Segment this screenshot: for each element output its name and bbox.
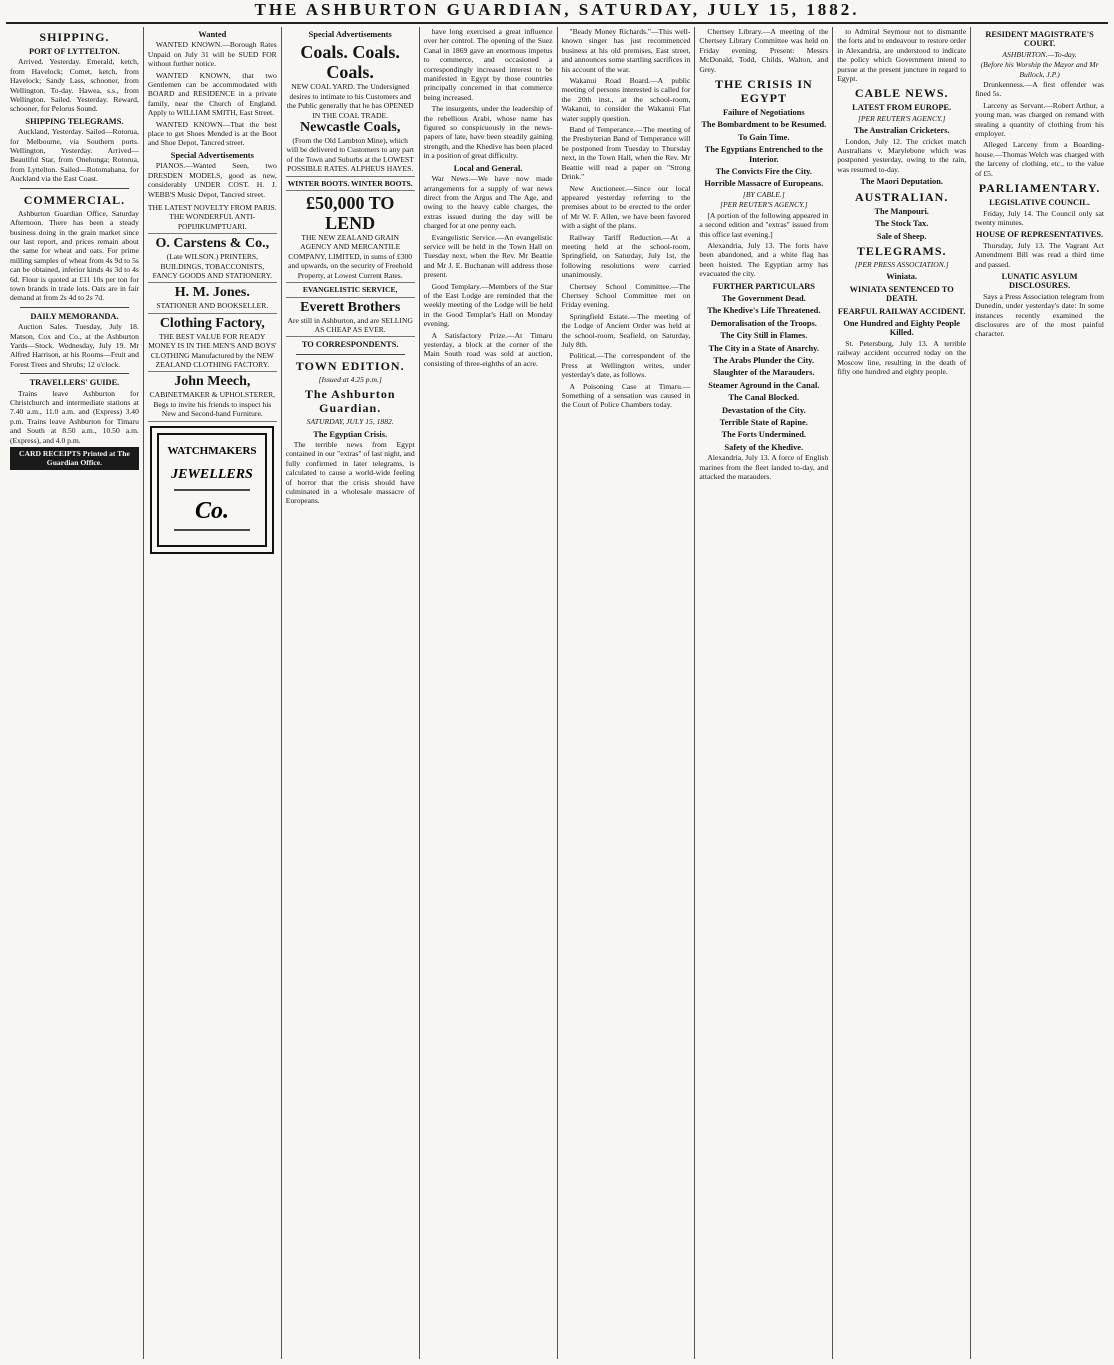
commercial-heading: COMMERCIAL. (23, 192, 126, 207)
column-1 (6, 27, 144, 1359)
columns (6, 27, 1108, 1359)
svg-text:Co.: Co. (195, 497, 230, 524)
crisis-subhead: To Gain Time. (738, 132, 790, 142)
house-heading: HOUSE OF REPRESENTATIVES. (976, 230, 1104, 240)
shipping-arrivals: Arrived. Yesterday. Emerald, ketch, from Havelock; Comet, ketch, from Havelock; Sandy Lass, schooner, from Wellington. To-day. Hawea, s.s., from Wellington. Sailed. Yesterday. Reward, schooner, for Pelorus Sound. (10, 57, 139, 114)
crisis-subhead: The Forts Undermined. (721, 430, 807, 440)
source-tag: [PER REUTER'S AGENCY.] (857, 113, 946, 123)
crisis-subhead: The City Still in Flames. (720, 331, 808, 341)
divider (20, 188, 129, 189)
court-case: Alleged Larceny from a Boarding-house.—Thomas Welch was charged with the larceny of clothing, etc., to the value of £5. (975, 140, 1104, 178)
meech-ad (148, 372, 277, 421)
news-item: A Satisfactory Prize.—At Timaru yesterday, a block at the corner of the Main South road was sold at auction, consisting of three-eighths of an acre. (423, 330, 553, 368)
asylum-heading: LUNATIC ASYLUM DISCLOSURES. (1001, 271, 1078, 291)
newcastle-title: Newcastle Coals, (300, 120, 401, 136)
clothing-text: THE BEST VALUE FOR READY MONEY IS IN THE MEN'S AND BOYS' CLOTHING Manufactured by the NEW ZEALAND CLOTHING FACTORY. (148, 331, 277, 369)
court-case: Drunkenness.—A first offender was fined 5s. (975, 80, 1104, 99)
news-item: to Admiral Seymour not to dismantle the forts and to endeavour to restore order in Alexandria, are understood to indicate the policy which Government intend to pursue at the present juncture in regard to Egypt. (837, 27, 967, 84)
crisis-subhead: The Government Dead. (721, 293, 806, 303)
manpouri-heading: The Manpouri. (874, 206, 929, 216)
crisis-subhead: Failure of Negotiations (722, 108, 805, 118)
divider (20, 307, 129, 308)
crisis-report: Alexandria, July 13. A force of English marines from the fleet landed to-day, and attacked the marauders. (699, 453, 829, 482)
news-item: Chertsey Library.—A meeting of the Chertsey Library Committee was held on Friday evening. Present: Messrs McDonald, Todd, Childs, Walton, and Grey. (699, 27, 829, 74)
news-item: "Beady Money Richards."—This well-known singer has just recommenced business at his old premises, East street, and announces some startling sacrifices in his account of the war. (561, 27, 691, 74)
crisis-subhead: Demoralisation of the Troops. (710, 318, 817, 328)
daily-memoranda-heading: DAILY MEMORANDA. (30, 311, 119, 321)
legislative-council-heading: LEGISLATIVE COUNCIL. (989, 198, 1090, 208)
source-tag: [PER PRESS ASSOCIATION.] (854, 259, 949, 269)
carstens-ad (148, 234, 277, 283)
parliamentary-heading: PARLIAMENTARY. (978, 181, 1101, 196)
evangelistic-ad (286, 283, 415, 297)
masthead: THE ASHBURTON GUARDIAN, SATURDAY, JULY 15, 1882. (254, 0, 860, 19)
cricket-heading: The Australian Cricketers. (853, 126, 950, 136)
svg-text:WATCHMAKERS: WATCHMAKERS (167, 444, 257, 457)
card-receipts-ad: CARD RECEIPTS Printed at The Guardian Office. (10, 447, 139, 470)
crisis-subhead: The Khedive's Life Threatened. (707, 306, 821, 316)
everett-ad (286, 298, 415, 338)
railway-accident-heading: FEARFUL RAILWAY ACCIDENT. (837, 306, 966, 316)
magistrates-court-heading: RESIDENT MAGISTRATE'S COURT. (985, 30, 1094, 49)
special-ads-heading: Special Advertisements (308, 30, 392, 39)
carstens-text: (Late WILSON.) PRINTERS, BUILDINGS, TOBACCONISTS, FANCY GOODS AND STATIONERY. (152, 252, 273, 280)
boots-title: WINTER BOOTS. WINTER BOOTS. (287, 178, 413, 188)
column-3 (282, 27, 420, 1359)
crisis-note: [A portion of the following appeared in a second edition and "extras" issued from this office last evening.] (699, 210, 829, 239)
cricket-report: London, July 12. The cricket match Australians v. Marylebone which was postponed yesterday, owing to the rain, was resumed to-day. (837, 136, 967, 174)
telegrams-heading: TELEGRAMS. (856, 243, 947, 258)
crisis-heading: THE CRISIS IN EGYPT (714, 77, 813, 106)
egypt-leader-heading: The Egyptian Crisis. (313, 429, 388, 439)
port-heading: PORT OF LYTTELTON. (29, 47, 120, 56)
winiata-heading: Winiata. (886, 272, 918, 282)
shipping-telegrams-heading: SHIPPING TELEGRAMS. (25, 116, 124, 126)
watchmakers-logo (150, 426, 274, 554)
jones-name: H. M. Jones. (174, 285, 250, 301)
leader-continued: have long exercised a great influence over her control. The opening of the Suez Canal in 1869 gave an enormous impetus to commerce, and occasioned a correspondingly increased interest to be manifested in Egypt by those countries principally concerned in that commerce being increased. (423, 27, 553, 102)
news-item: Springfield Estate.—The meeting of the Lodge of Ancient Order was held at the school-room, Seafield, on Saturday, July 8th. (561, 311, 691, 349)
crisis-subhead: The Canal Blocked. (728, 393, 800, 403)
correspondents-heading: TO CORRESPONDENTS. (301, 340, 399, 350)
pianos-ad: PIANOS.—Wanted Seen, two DRESDEN MODELS, good as new, considerably UNDER COST. H. J. WEBB'S Music Depot, Tancred street. (147, 161, 277, 199)
egypt-leader-text: The terrible news from Egypt contained in our "extras" of last night, and fully confirmed in later telegrams, is calculated to cause a world-wide feeling of horror that the crisis should have culminated in a wholesale massacre of Europeans. (285, 439, 415, 506)
commercial-report: Ashburton Guardian Office, Saturday Afternoon. There has been a steady business doing in the grain market since our last report, and prices remain about the same for wheat and oats. For prime milling samples of wheat from 4s 9d to 5s can be obtained, inferior kinds 4s 3d to 4s 6d. Flour is quoted at £11 10s per ton for town brands in trade lots. Oats are in fair demand at from 2s 4d to 2s 7d. (10, 208, 139, 303)
column-2 (144, 27, 282, 1359)
sheep-heading: Sale of Sheep. (876, 231, 927, 241)
auction-sales: Auction Sales. Tuesday, July 18. Matson, Cox and Co., at the Ashburton Yards—Stock. Wednesday, July 19. Mr Alfred Harrison, at his Rooms—Fruit and Forest Trees and Shrubs; 12 o'clock. (10, 322, 139, 369)
meech-name: John Meech, (174, 374, 251, 390)
crisis-subhead: The Bombardment to be Resumed. (701, 120, 827, 130)
loan-title: £50,000 TO LEND (306, 193, 395, 234)
court-bench: (Before his Worship the Mayor and Mr Bullock, J.P.) (980, 60, 1099, 79)
source-tag: [PER REUTER'S AGENCY.] (720, 200, 808, 210)
crisis-subhead: Terrible State of Rapine. (719, 418, 808, 427)
train-times: Trains leave Ashburton for Christchurch and intermediate stations at 7.40 a.m., 11.0 a.m. and (Express) 3.40 p.m. Trains leave Ashburton for Timaru and South at 8.50 a.m., 10.50 a.m. (Express), and 4.0 p.m. (10, 388, 139, 445)
shipping-heading: SHIPPING. (39, 30, 110, 44)
carstens-name: O. Carstens & Co., (155, 236, 270, 252)
everett-text: Are still in Ashburton, and are SELLING AS CHEAP AS EVER. (287, 315, 413, 334)
town-edition-heading: TOWN EDITION. (295, 358, 405, 373)
cable-news-heading: CABLE NEWS. (854, 86, 949, 101)
crisis-subhead: Horrible Massacre of Europeans. (704, 179, 824, 189)
news-item: Political.—The correspondent of the Press at Wellington writes, under yesterday's date, as follows. (561, 351, 691, 380)
latest-europe-heading: LATEST FROM EUROPE. (852, 103, 952, 113)
crisis-subhead: Slaughter of the Marauders. (713, 368, 815, 378)
column-4 (420, 27, 558, 1359)
news-item: Band of Temperance.—The meeting of the Presbyterian Band of Temperance will be postponed from Tuesday to Thursday next, in the Town Hall, when the Rev. Mr Beattie will read a paper on "Strong Drink." (561, 125, 691, 182)
special-ads-heading: Special Advertisements (170, 150, 254, 160)
jones-ad (148, 283, 277, 313)
inner-date: SATURDAY, JULY 15, 1882. (306, 417, 394, 427)
inner-masthead: The Ashburton Guardian. (304, 387, 396, 416)
coal-ad-title: Coals. Coals. Coals. (300, 42, 400, 83)
issue-time: [Issued at 4.25 p.m.] (318, 374, 382, 384)
maori-heading: The Maori Deputation. (860, 177, 943, 187)
news-item: War News.—We have now made arrangements for a supply of war news direct from the Argus and The Age, and owing to the heavy cable charges, the extras issued during the day will be charged for at one penny each. (423, 174, 553, 231)
jones-text: STATIONER AND BOOKSELLER. (156, 301, 269, 311)
news-item: New Auctioneer.—Since our local appeared yesterday referring to the premises about to be erected to the order of Mr W. F. Allen, we have been favored with a sight of the plans. (561, 183, 691, 231)
news-item: Railway Tariff Reduction.—At a meeting held at the school-room, Springfield, on Saturday, July 1st, the following resolutions were carried unanimously. (561, 232, 691, 280)
newcastle-text: (From the Old Lambton Mine), which will be delivered to Customers to any part of the Town and Suburbs at the LOWEST POSSIBLE RATES. ALPHEUS HAYES. (286, 136, 414, 174)
column-8 (971, 27, 1108, 1359)
news-item: Chertsey School Committee.—The Chertsey School Committee met on Friday evening. (561, 281, 691, 310)
clothing-name: Clothing Factory, (159, 315, 265, 331)
news-item: Evangelistic Service.—An evangelistic service will be held in the Town Hall on Tuesday next, when the Rev. Mr Beattie and Mr J. E. Buchanan will address those present. (423, 232, 553, 280)
leader-continued: The insurgents, under the leadership of the rebellious Arabi, whose name has figured so conspicuously in the news-papers of late, have been steadily gaining strength, and the Khedive has been placed in a position of great difficulty. (423, 104, 553, 161)
wanted-ad: WANTED KNOWN.—Borough Rates Unpaid on July 31 will be SUED FOR without further notice. (147, 40, 277, 69)
column-5 (558, 27, 696, 1359)
crisis-subhead: Safety of the Khedive. (724, 442, 804, 452)
wanted-heading: Wanted (198, 30, 227, 39)
further-particulars-heading: FURTHER PARTICULARS (712, 281, 815, 291)
house-report: Thursday, July 13. The Vagrant Act Amendment Bill was read a third time and passed. (975, 240, 1104, 269)
coal-ad-text: NEW COAL YARD. The Undersigned desires to intimate to his Customers and the Public generally that he has OPENED IN THE COAL TRADE. (286, 82, 414, 120)
everett-title: Everett Brothers (300, 299, 401, 315)
stock-tax-heading: The Stock Tax. (875, 219, 929, 229)
loan-text: THE NEW ZEALAND GRAIN AGENCY AND MERCANTILE COMPANY, LIMITED, in sums of £300 and upwards, on the security of Freehold Property, at Lowest Current Rates. (288, 233, 413, 280)
crisis-subhead: The Egyptians Entrenched to the Interior. (704, 145, 823, 164)
loan-ad (286, 191, 415, 283)
shipping-telegrams: Auckland, Yesterday. Sailed—Rotorua, for Melbourne, via Southern ports. Wellington, Yesterday. Arrived—Beautiful Star, from Onehunga; Rotorua, from Lyttelton. Sailed—Rotomahana, for Auckland via the East Coast. (10, 127, 139, 184)
meech-text: CABINETMAKER & UPHOLSTERER, Begs to invite his friends to inspect his New and Second-hand Furniture. (149, 390, 276, 419)
clothing-ad (148, 314, 277, 373)
watchmakers-logo-graphic (154, 430, 270, 550)
news-item: Good Templary.—Members of the Star of the East Lodge are reminded that the weekly meeting of the Lodge will be held in the Good Templar's Hall on Monday evening. (423, 281, 553, 329)
column-6 (695, 27, 833, 1359)
divider (20, 373, 129, 374)
wanted-ad: WANTED KNOWN, that two Gentlemen can be accommodated with BOARD and RESIDENCE in a private family, near the Church of England. Apply to WILLIAM SMITH, East Street. (147, 70, 277, 118)
svg-text:JEWELLERS: JEWELLERS (171, 466, 254, 482)
divider (296, 354, 405, 355)
council-report: Friday, July 14. The Council only sat twenty minutes. (975, 208, 1104, 227)
masthead-rule (6, 22, 1108, 24)
railway-report: St. Petersburg, July 13. A terrible railway accident occurred today on the Moscow line, resulting in the death of fifty one hundred and eighty people. (837, 338, 967, 376)
source-tag: [BY CABLE.] (742, 189, 785, 199)
crisis-subhead: Devastation of the City. (721, 405, 806, 415)
coal-ad (286, 40, 415, 176)
travellers-guide-heading: TRAVELLERS' GUIDE. (29, 378, 120, 388)
australian-heading: AUSTRALIAN. (855, 189, 949, 204)
local-news-heading: Local and General. (453, 163, 523, 173)
court-location: ASHBURTON.—To-day. (1002, 49, 1077, 59)
boots-ad (286, 177, 415, 191)
novelty-ad-text: THE LATEST NOVELTY FROM PARIS. THE WONDERFUL ANTI-POPIJIKUMPTUARI. (147, 202, 277, 231)
wanted-ad: WANTED KNOWN—That the best place to get Shoes Mended is at the Boot and Shoe Depot, Tancred street. (147, 119, 277, 148)
evangelistic-title: EVANGELISTIC SERVICE, (302, 285, 398, 295)
news-item: A Poisoning Case at Timaru.—Something of a sensation was caused in the Court of Police Chambers today. (561, 381, 691, 410)
crisis-subhead: The Arabs Plunder the City. (713, 355, 815, 365)
court-case: Larceny as Servant.—Robert Arthur, a young man, was charged on remand with stealing a quantity of clothing from his employer. (975, 100, 1104, 139)
crisis-subhead: Steamer Aground in the Canal. (708, 380, 820, 390)
novelty-ad (148, 201, 277, 234)
railway-killed-heading: One Hundred and Eighty People Killed. (843, 318, 961, 338)
winiata-sentence-heading: WINIATA SENTENCED TO DEATH. (849, 284, 954, 304)
crisis-subhead: The Convicts Fire the City. (715, 167, 812, 177)
news-item: Wakanui Road Board.—A public meeting of persons interested is called for the 20th inst., at the school-room, Wakanui, to consider the Wakanui Flat water supply question. (561, 76, 691, 123)
column-7 (833, 27, 971, 1359)
crisis-report: Alexandria, July 13. The forts have been abandoned, and a white flag has been hoisted. The Egyptian army has evacuated the city. (699, 240, 829, 279)
crisis-subhead: The City in a State of Anarchy. (708, 343, 819, 353)
asylum-report: Says a Press Association telegram from Dunedin, under yesterday's date: In some instances recently examined the disclosures are of the most painful character. (975, 291, 1104, 339)
